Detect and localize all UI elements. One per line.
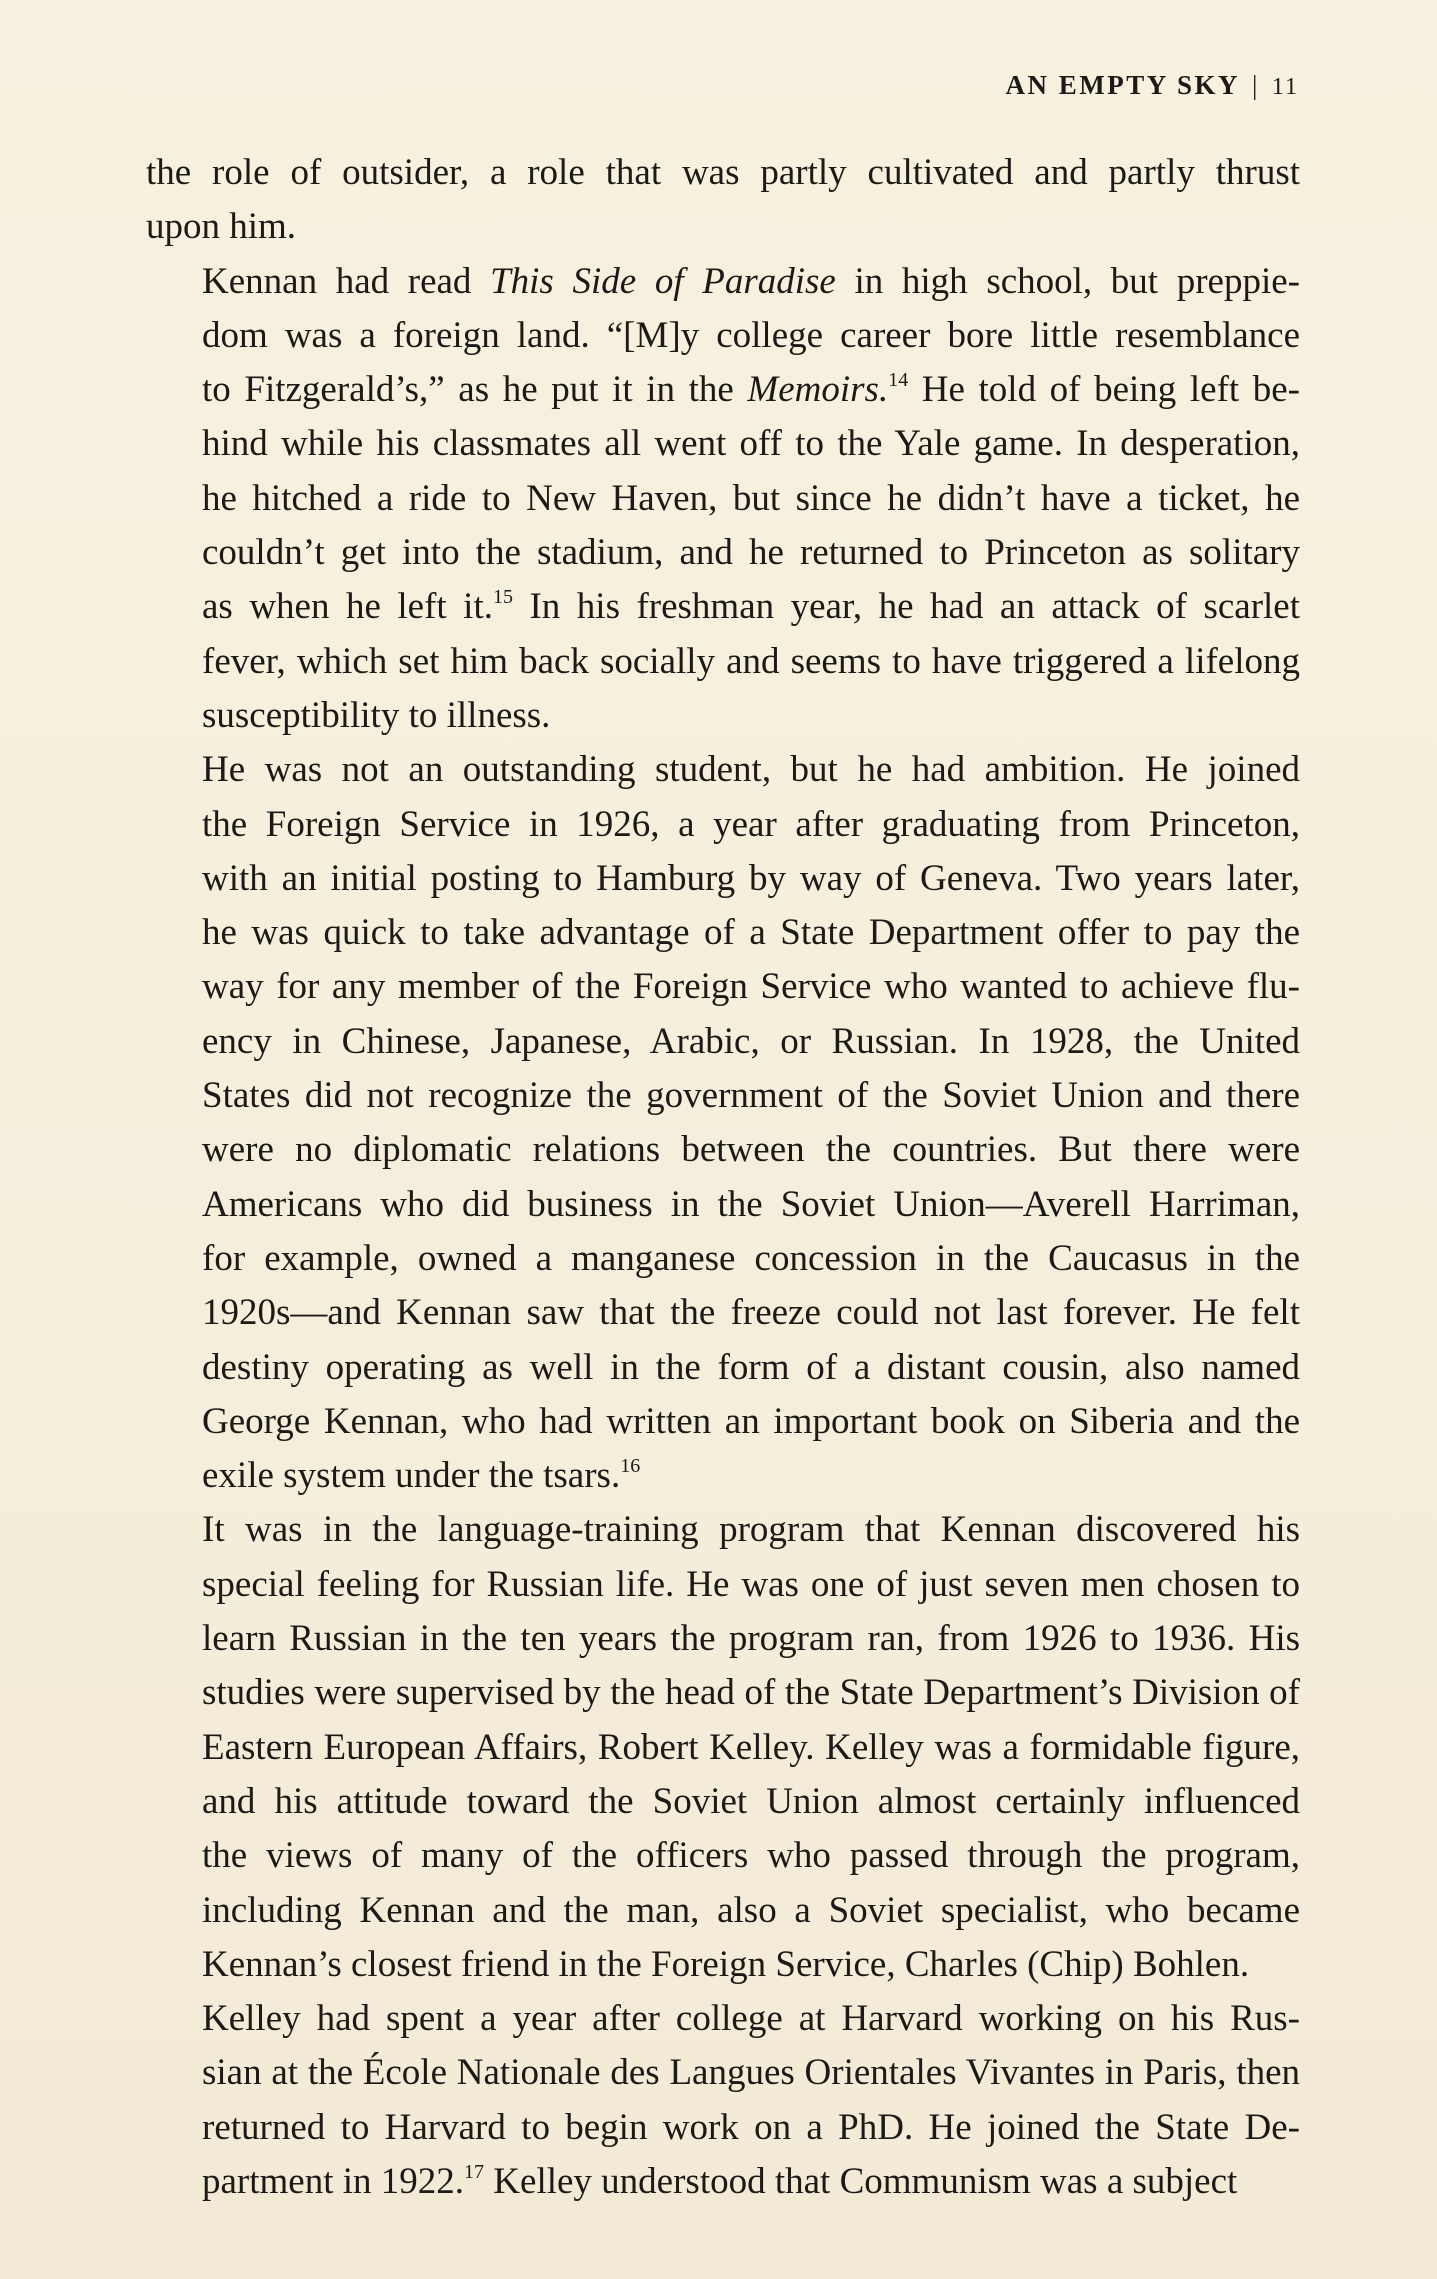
text-line: [146, 1395, 1300, 1449]
text-run: Kennan had read: [202, 260, 491, 302]
text-run: destiny operating as well in the form of a distant cousin, also named: [202, 1346, 1300, 1388]
footnote-marker: 16: [620, 1455, 641, 1478]
text-line: [146, 1992, 1300, 2046]
text-line: [146, 852, 1300, 906]
text-line: [146, 1286, 1300, 1340]
text-run: the role of outsider, a role that was partly cultivated and partly thrust: [146, 152, 1300, 193]
text-run: special feeling for Russian life. He was one of just seven men chosen to: [202, 1563, 1300, 1605]
text-line: [146, 960, 1300, 1014]
text-line: [146, 1503, 1300, 1557]
text-line: [146, 1232, 1300, 1286]
text-run: sian at the École Nationale des Langues Orientales Vivantes in Paris, then: [202, 2052, 1300, 2094]
text-line: [146, 1449, 1300, 1503]
text-line: [146, 1884, 1300, 1938]
text-line: [146, 2046, 1300, 2100]
text-run: He told of being left be-: [908, 369, 1300, 411]
text-run: George Kennan, who had written an important book on Siberia and the: [202, 1400, 1300, 1442]
text-run: he was quick to take advantage of a State Department offer to pay the: [202, 912, 1300, 954]
text-run: upon him.: [146, 206, 297, 248]
text-line: [146, 309, 1300, 363]
text-line: [146, 1558, 1300, 1612]
text-run: He was not an outstanding student, but he had ambition. He joined: [202, 749, 1300, 791]
text-line: [146, 417, 1300, 471]
paragraph: [146, 146, 1300, 255]
text-run: the views of many of the officers who passed through the program,: [202, 1835, 1300, 1877]
italic-title: Memoirs.: [747, 369, 889, 411]
text-run: in high school, but preppie-: [835, 260, 1300, 302]
text-line: [146, 472, 1300, 526]
text-run: Kelley had spent a year after college at Harvard working on his Rus-: [202, 1998, 1300, 2040]
text-run: studies were supervised by the head of the State Department’s Division of: [202, 1672, 1300, 1714]
text-line: [146, 580, 1300, 634]
running-head-title: AN EMPTY SKY: [1005, 70, 1240, 100]
text-run: returned to Harvard to begin work on a PhD. He joined the State De-: [202, 2106, 1300, 2148]
text-line: [146, 1178, 1300, 1232]
text-line: [146, 1123, 1300, 1177]
text-line: [146, 1069, 1300, 1123]
text-line: [146, 2101, 1300, 2155]
paragraph: [146, 255, 1300, 744]
text-run: Kelley understood that Communism was a subject: [484, 2160, 1238, 2202]
text-run: It was in the language-training program that Kennan discovered his: [202, 1509, 1300, 1551]
text-run: exile system under the tsars.: [202, 1455, 621, 1497]
text-run: Eastern European Affairs, Robert Kelley. Kelley was a formidable figure,: [202, 1726, 1300, 1768]
footnote-marker: 14: [888, 369, 909, 392]
text-run: were no diplomatic relations between the countries. But there were: [202, 1129, 1300, 1171]
text-run: with an initial posting to Hamburg by way of Geneva. Two years later,: [202, 857, 1300, 899]
text-run: 1920s—and Kennan saw that the freeze could not last forever. He felt: [202, 1292, 1300, 1334]
text-line: [146, 526, 1300, 580]
footnote-marker: 17: [464, 2160, 485, 2183]
text-line: [146, 798, 1300, 852]
text-line: [146, 1341, 1300, 1395]
text-line: [146, 1721, 1300, 1775]
text-line: [146, 1666, 1300, 1720]
text-run: fever, which set him back socially and seems to have triggered a lifelong: [202, 640, 1300, 682]
text-run: and his attitude toward the Soviet Union almost certainly influenced: [202, 1780, 1300, 1822]
text-run: the Foreign Service in 1926, a year after graduating from Princeton,: [202, 803, 1300, 845]
page-number: 11: [1271, 74, 1299, 100]
text-run: Kennan’s closest friend in the Foreign Service, Charles (Chip) Bohlen.: [202, 1943, 1250, 1985]
text-run: dom was a foreign land. “[M]y college career bore little resemblance: [202, 314, 1300, 356]
text-line: [146, 906, 1300, 960]
text-run: he hitched a ride to New Haven, but since he didn’t have a ticket, he: [202, 477, 1300, 519]
text-line: [146, 743, 1300, 797]
text-line: [146, 2155, 1300, 2209]
text-run: hind while his classmates all went off to the Yale game. In desperation,: [202, 423, 1300, 465]
footnote-marker: 15: [492, 586, 513, 609]
text-run: way for any member of the Foreign Service who wanted to achieve flu-: [202, 966, 1300, 1008]
text-run: partment in 1922.: [202, 2160, 465, 2202]
text-run: Americans who did business in the Soviet Union—Averell Harriman,: [202, 1183, 1300, 1225]
text-run: couldn’t get into the stadium, and he returned to Princeton as solitary: [202, 532, 1300, 574]
text-line: [146, 255, 1300, 309]
text-run: ency in Chinese, Japanese, Arabic, or Russian. In 1928, the United: [202, 1020, 1300, 1062]
text-run: for example, owned a manganese concession in the Caucasus in the: [202, 1237, 1300, 1279]
text-run: including Kennan and the man, also a Soviet specialist, who became: [202, 1889, 1300, 1931]
text-line: [146, 200, 1300, 254]
paragraph: [146, 1503, 1300, 1992]
text-run: States did not recognize the government of the Soviet Union and there: [202, 1075, 1300, 1117]
text-line: [146, 1015, 1300, 1069]
text-line: [146, 635, 1300, 689]
running-head: [1005, 70, 1299, 101]
text-line: [146, 146, 1300, 200]
body-text: [146, 146, 1300, 2209]
text-run: learn Russian in the ten years the program ran, from 1926 to 1936. His: [202, 1618, 1300, 1660]
text-line: [146, 1938, 1300, 1992]
text-line: [146, 1612, 1300, 1666]
text-run: susceptibility to illness.: [202, 694, 551, 736]
text-line: [146, 1829, 1300, 1883]
italic-title: This Side of Paradise: [490, 260, 836, 302]
text-line: [146, 1775, 1300, 1829]
text-line: [146, 689, 1300, 743]
text-run: as when he left it.: [202, 586, 493, 628]
text-run: In his freshman year, he had an attack of scarlet: [512, 586, 1300, 628]
paragraph: [146, 1992, 1300, 2209]
text-run: to Fitzgerald’s,” as he put it in the: [202, 369, 748, 411]
paragraph: [146, 743, 1300, 1503]
running-head-separator: |: [1251, 70, 1260, 100]
text-line: [146, 363, 1300, 417]
